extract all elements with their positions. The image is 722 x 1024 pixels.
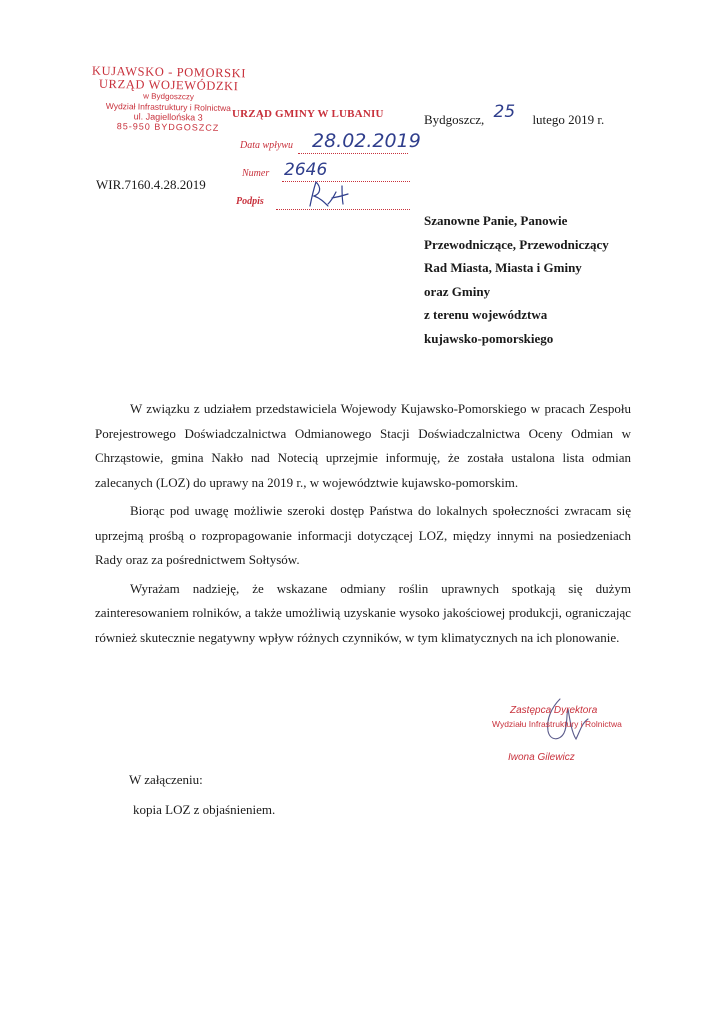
addressee-line: z terenu województwa: [424, 307, 548, 323]
stamp-line: URZĄD WOJEWÓDZKI: [98, 76, 239, 94]
enclosure-item: kopia LOZ z objaśnieniem.: [133, 802, 276, 817]
incoming-mail-stamp: [232, 108, 432, 207]
enclosure-label: W załączeniu:: [129, 772, 203, 787]
stamp-date-dotted-line: [298, 153, 408, 154]
stamp-line: 85-950 BYDGOSZCZ: [116, 121, 220, 133]
addressee-line: Rad Miasta, Miasta i Gminy: [424, 260, 582, 276]
addressee-line: Przewodniczące, Przewodniczący: [424, 236, 609, 252]
date-month-year: lutego 2019 r.: [532, 112, 605, 127]
addressee-line: oraz Gminy: [424, 283, 491, 299]
addressee-block: [424, 209, 609, 351]
handwritten-initials-signature: [302, 178, 362, 212]
signatory-title: Zastępca Dyrektora: [510, 705, 598, 716]
addressee-line: kujawsko-pomorskiego: [424, 330, 554, 346]
body-paragraph: Wyrażam nadzieję, że wskazane odmiany roślin uprawnych spotkają się dużym zainteresowaniem rolników, a także umożliwią uzyskanie wysoko jakościowej produkcji, ograniczając również skutecznie negatywny wpływ różnych czynników, w tym klimatycznych na ich plonowanie.: [95, 580, 631, 645]
stamp-signature-label: Podpis: [236, 196, 264, 207]
handwritten-receipt-number: 2646: [284, 160, 328, 180]
signature-stamp: [490, 697, 640, 777]
handwritten-receipt-date: 28.02.2019: [312, 130, 421, 152]
body-paragraph: Biorąc pod uwagę możliwie szeroki dostęp Państwa do lokalnych społeczności zwracam się uprzejmą prośbą o rozpropagowanie informacji dotyczącej LOZ, między innymi na posiedzeniach Rady oraz za pośrednictwem Sołtysów.: [95, 503, 631, 567]
signatory-name: Iwona Gilewicz: [508, 752, 575, 763]
enclosure-note: [129, 765, 275, 825]
place-and-date: [424, 102, 605, 129]
addressee-line: Szanowne Panie, Panowie: [424, 213, 568, 228]
reference-number: WIR.7160.4.28.2019: [96, 177, 206, 192]
stamp-line: w Bydgoszczy: [143, 91, 194, 102]
letter-body: [95, 397, 631, 654]
body-paragraph: W związku z udziałem przedstawiciela Wojewody Kujawsko-Pomorskiego w pracach Zespołu Porejestrowego Doświadczalnictwa Odmianowego Stacji Doświadczalnictwa Oceny Odmian w Chrząstowie, gmina Nakło nad Notecią uprzejmie informuję, że została ustalona lista odmian zalecanych (LOZ) do uprawy na 2019 r., w województwie kujawsko-pomorskim.: [95, 401, 631, 490]
stamp-line: KUJAWSKO - POMORSKI: [91, 63, 247, 81]
stamp-date-label: Data wpływu: [240, 140, 294, 151]
stamp-line: Wydział Infrastruktury i Rolnictwa: [105, 100, 231, 114]
stamp-number-label: Numer: [242, 168, 270, 179]
signatory-department: Wydziału Infrastruktury i Rolnictwa: [492, 719, 622, 729]
stamp-line: ul. Jagiellońska 3: [133, 111, 203, 123]
handwritten-day: 25: [493, 102, 516, 122]
stamp-header: URZĄD GMINY W LUBANIU: [232, 108, 384, 120]
voivodeship-office-stamp: [85, 65, 251, 134]
date-city: Bydgoszcz,: [424, 112, 485, 127]
